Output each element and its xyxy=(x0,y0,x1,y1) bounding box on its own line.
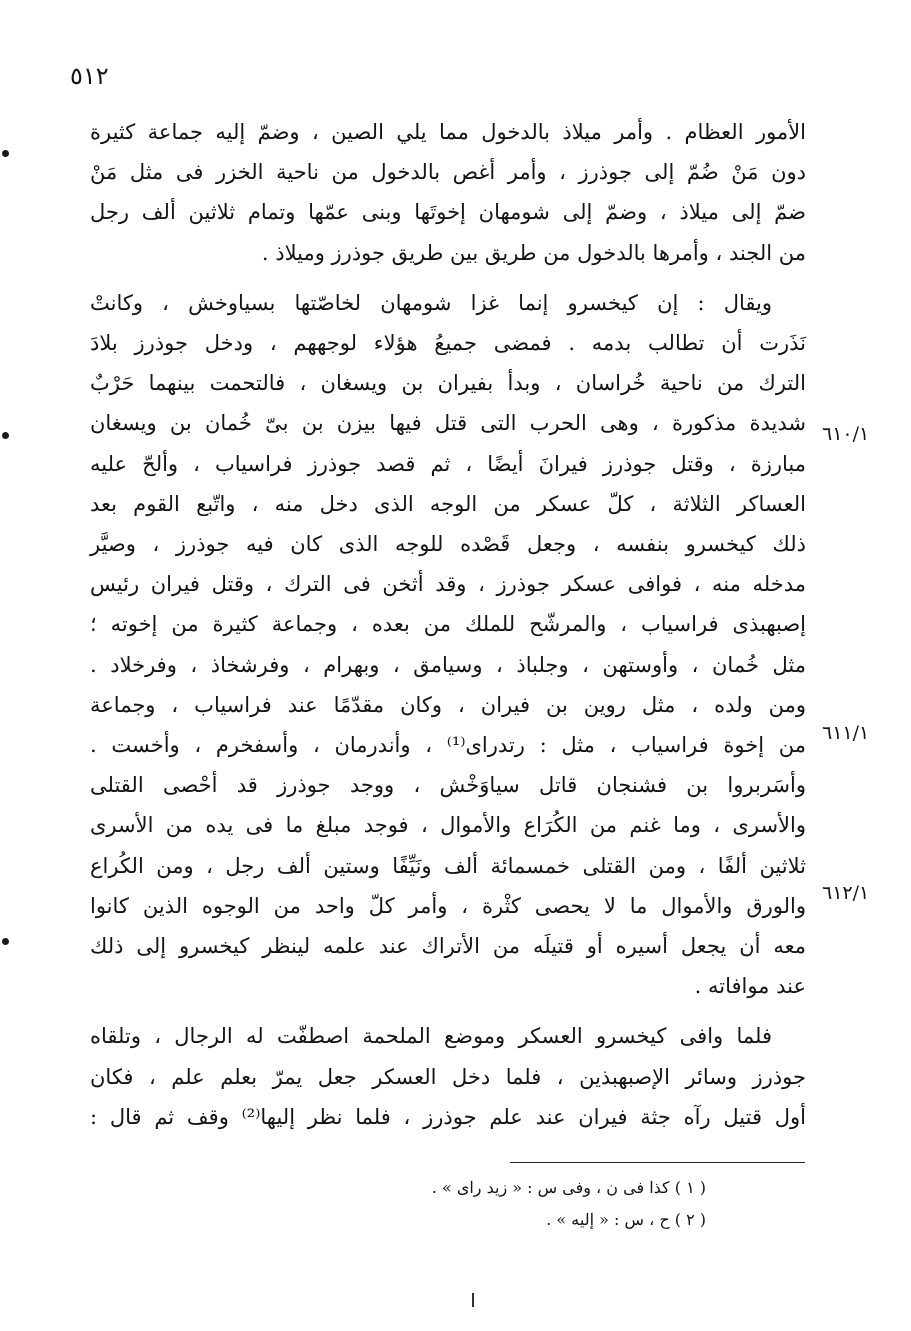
text-line: عند موافاته . xyxy=(694,974,806,999)
margin-dot-mark xyxy=(2,150,9,157)
text-line: أول قتيل رآه جثة فيران عند علم جوذرز ، فلما نظر إليها⁽²⁾ وقف ثم قال : xyxy=(90,1104,807,1129)
margin-reference: ٦١١/١ xyxy=(822,722,870,744)
text-line: من الجند ، وأمرها بالدخول من طريق بين طريق جوذرز وميلاذ . xyxy=(261,240,806,265)
body-text xyxy=(90,112,806,1137)
text-line: ضمّ إلى ميلاذ ، وضمّ إلى شومهان إخوتَها وبنى عمّها وتمام ثلاثين ألف رجل xyxy=(90,200,806,225)
text-line: والأسرى ، وما غنم من الكُرَاع والأموال ، فوجد مبلغ ما فى يده من الأسرى xyxy=(90,813,806,838)
text-line: ذلك كيخسرو بنفسه ، وجعل قَصْده للوجه الذى كان فيه جوذرز ، وصيَّر xyxy=(90,532,806,557)
text-line: الأمور العظام . وأمر ميلاذ بالدخول مما يلي الصين ، وضمّ إليه جماعة كثيرة xyxy=(90,120,806,144)
text-line: إصبهبذى فراسياب ، والمرشّح للملك من بعده ، وجماعة كثيرة من إخوته ؛ xyxy=(90,612,806,637)
text-line: من إخوة فراسياب ، مثل : رتدراى⁽¹⁾ ، وأندرمان ، وأسفخرم ، وأخست . xyxy=(90,733,806,758)
text-line: فلما وافى كيخسرو العسكر وموضع الملحمة اصطفّت له الرجال ، وتلقاه xyxy=(90,1024,772,1049)
text-line: ومن ولده ، مثل روين بن فيران ، وكان مقدّمًا عند فراسياب ، وجماعة xyxy=(90,692,806,717)
text-line: شديدة مذكورة ، وهى الحرب التى قتل فيها بيزن بن بىّ خُمان بن ويسغان xyxy=(90,411,806,436)
paragraph-3 xyxy=(90,1016,806,1137)
margin-dot-mark xyxy=(2,432,9,439)
margin-reference: ٦١٢/١ xyxy=(822,882,870,904)
text-line: مبارزة ، وقتل جوذرز فيرانَ أيضًا ، ثم قصد جوذرز فراسياب ، وألحّ عليه xyxy=(90,451,806,476)
footnote-1: ( ١ ) كذا فى ن ، وفى س : « زيد راى » . xyxy=(431,1178,706,1197)
text-line: جوذرز وسائر الإصبهبذين ، فلما دخل العسكر جعل يمرّ بعلم علم ، فكان xyxy=(90,1064,806,1089)
text-line: والورق والأموال ما لا يحصى كثْرة ، وأمر كلّ واحد من الوجوه الذين كانوا xyxy=(90,893,806,918)
text-line: نَذَرت أن تطالب بدمه . فمضى جميعُ هؤلاء لوجههم ، ودخل جوذرز بلادَ xyxy=(90,331,806,356)
text-line: الترك من ناحية خُراسان ، وبدأ بفيران بن ويسغان ، فالتحمت بينهما حَرْبٌ xyxy=(90,371,806,396)
text-line: ثلاثين ألفًا ، ومن القتلى خمسمائة ألف ونَيِّفًا وستين ألف رجل ، ومن الكُراع xyxy=(90,853,806,878)
signature-mark xyxy=(472,1293,474,1307)
margin-reference: ٦١٠/١ xyxy=(822,423,870,445)
text-line: دون مَنْ ضُمّ إلى جوذرز ، وأمر أغص بالدخول من ناحية الخزر فى مثل مَنْ xyxy=(90,160,806,185)
footnote-2: ( ٢ ) ح ، س : « إليه » . xyxy=(546,1210,706,1229)
text-line: معه أن يجعل أسيره أو قتيلَه من الأتراك عند علمه لينظر كيخسرو إلى ذلك xyxy=(90,934,806,959)
text-line: مدخله منه ، فوافى عسكر جوذرز ، وقد أثخن فى الترك ، وقتل فيران رئيس xyxy=(90,572,806,597)
page-number: ٥١٢ xyxy=(70,62,109,90)
paragraph-2 xyxy=(90,283,806,1007)
paragraph-1 xyxy=(90,112,806,273)
text-line: مثل خُمان ، وأوستهن ، وجلباذ ، وسيامق ، وبهرام ، وفرشخاذ ، وفرخلاد . xyxy=(90,652,806,677)
footnote-separator xyxy=(510,1162,805,1163)
text-line: وأسَربروا بن فشنجان قاتل سياوَخْش ، ووجد جوذرز قد أحْصى القتلى xyxy=(90,773,806,798)
text-line: العساكر الثلاثة ، كلّ عسكر من الوجه الذى دخل منه ، واتّبع القوم بعد xyxy=(90,491,806,516)
text-line: ويقال : إن كيخسرو إنما غزا شومهان لخاصّتها بسياوخش ، وكانتْ xyxy=(90,290,772,315)
margin-dot-mark xyxy=(2,938,9,945)
footnotes xyxy=(380,1172,706,1236)
